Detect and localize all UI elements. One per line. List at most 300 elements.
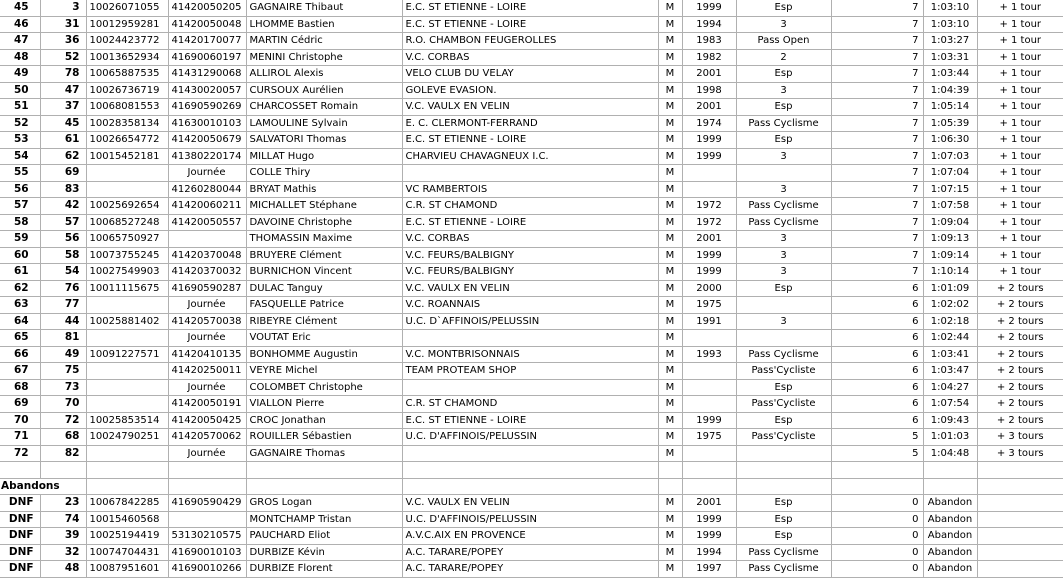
laps-cell: 5: [831, 429, 923, 446]
category-cell: 3: [736, 313, 831, 330]
uci-code-cell: 41260280044: [168, 181, 246, 198]
table-row: [0, 82, 1063, 99]
gap-cell: + 1 tour: [977, 33, 1063, 50]
rank-cell: 55: [0, 165, 40, 182]
laps-cell: 0: [831, 528, 923, 545]
sex-cell: M: [658, 544, 682, 561]
uci-code-cell: 41420370032: [168, 264, 246, 281]
category-cell: Esp: [736, 495, 831, 512]
empty-cell: [682, 462, 736, 479]
club-name-cell: [402, 330, 658, 347]
bib-number-cell: 44: [40, 313, 86, 330]
sex-cell: M: [658, 198, 682, 215]
birth-year-cell: [682, 396, 736, 413]
bib-number-cell: 69: [40, 165, 86, 182]
licence-number-cell: [86, 165, 168, 182]
laps-cell: 0: [831, 495, 923, 512]
birth-year-cell: 1972: [682, 214, 736, 231]
rider-name-cell: LAMOULINE Sylvain: [246, 115, 402, 132]
laps-cell: 7: [831, 214, 923, 231]
club-name-cell: TEAM PROTEAM SHOP: [402, 363, 658, 380]
uci-code-cell: 41420050205: [168, 0, 246, 16]
bib-number-cell: 78: [40, 66, 86, 83]
category-cell: 3: [736, 264, 831, 281]
licence-number-cell: 10025881402: [86, 313, 168, 330]
table-row: [0, 429, 1063, 446]
club-name-cell: V.C. FEURS/BALBIGNY: [402, 247, 658, 264]
birth-year-cell: 1975: [682, 429, 736, 446]
table-row: [0, 445, 1063, 462]
licence-number-cell: 10025692654: [86, 198, 168, 215]
gap-cell: [977, 544, 1063, 561]
laps-cell: 7: [831, 82, 923, 99]
time-cell: 1:09:13: [923, 231, 977, 248]
rider-name-cell: VEYRE Michel: [246, 363, 402, 380]
uci-code-cell: 41420050679: [168, 132, 246, 149]
laps-cell: 7: [831, 264, 923, 281]
dnf-row: [0, 544, 1063, 561]
category-cell: Esp: [736, 0, 831, 16]
laps-cell: 6: [831, 313, 923, 330]
table-row: [0, 214, 1063, 231]
birth-year-cell: 2001: [682, 66, 736, 83]
gap-cell: + 1 tour: [977, 264, 1063, 281]
category-cell: Esp: [736, 379, 831, 396]
laps-cell: 7: [831, 181, 923, 198]
rider-name-cell: MARTIN Cédric: [246, 33, 402, 50]
rank-cell: 53: [0, 132, 40, 149]
sex-cell: M: [658, 495, 682, 512]
category-cell: Pass Cyclisme: [736, 198, 831, 215]
category-cell: Pass Cyclisme: [736, 346, 831, 363]
rider-name-cell: GROS Logan: [246, 495, 402, 512]
birth-year-cell: 1999: [682, 247, 736, 264]
licence-number-cell: 10073755245: [86, 247, 168, 264]
rider-name-cell: ROUILLER Sébastien: [246, 429, 402, 446]
uci-code-cell: 41420570062: [168, 429, 246, 446]
uci-code-cell: 41420060211: [168, 198, 246, 215]
time-cell: 1:07:58: [923, 198, 977, 215]
rider-name-cell: CHARCOSSET Romain: [246, 99, 402, 116]
sex-cell: M: [658, 99, 682, 116]
club-name-cell: V.C. VAULX EN VELIN: [402, 495, 658, 512]
uci-code-cell: 41690590287: [168, 280, 246, 297]
licence-number-cell: 10074704431: [86, 544, 168, 561]
rank-cell: 63: [0, 297, 40, 314]
table-row: [0, 231, 1063, 248]
sex-cell: M: [658, 148, 682, 165]
bib-number-cell: 52: [40, 49, 86, 66]
time-cell: 1:05:39: [923, 115, 977, 132]
spacer-row: [0, 462, 1063, 479]
laps-cell: 5: [831, 445, 923, 462]
time-cell: 1:03:31: [923, 49, 977, 66]
uci-code-cell: Journée: [168, 445, 246, 462]
category-cell: Pass Open: [736, 33, 831, 50]
rider-name-cell: DAVOINE Christophe: [246, 214, 402, 231]
licence-number-cell: 10067842285: [86, 495, 168, 512]
gap-cell: [977, 561, 1063, 578]
licence-number-cell: 10013652934: [86, 49, 168, 66]
time-cell: 1:07:54: [923, 396, 977, 413]
gap-cell: [977, 528, 1063, 545]
laps-cell: 6: [831, 330, 923, 347]
birth-year-cell: 1993: [682, 346, 736, 363]
table-row: [0, 49, 1063, 66]
time-cell: 1:04:48: [923, 445, 977, 462]
birth-year-cell: 1999: [682, 528, 736, 545]
bib-number-cell: 47: [40, 82, 86, 99]
category-cell: [736, 445, 831, 462]
laps-cell: 6: [831, 379, 923, 396]
sex-cell: M: [658, 396, 682, 413]
bib-number-cell: 42: [40, 198, 86, 215]
gap-cell: + 1 tour: [977, 165, 1063, 182]
club-name-cell: V.C. ROANNAIS: [402, 297, 658, 314]
dnf-row: [0, 561, 1063, 578]
rank-cell: DNF: [0, 561, 40, 578]
uci-code-cell: 41690010103: [168, 544, 246, 561]
birth-year-cell: 1983: [682, 33, 736, 50]
licence-number-cell: [86, 445, 168, 462]
gap-cell: + 1 tour: [977, 82, 1063, 99]
time-cell: 1:10:14: [923, 264, 977, 281]
licence-number-cell: 10065887535: [86, 66, 168, 83]
time-cell: 1:04:39: [923, 82, 977, 99]
uci-code-cell: Journée: [168, 330, 246, 347]
birth-year-cell: 1999: [682, 0, 736, 16]
bib-number-cell: 49: [40, 346, 86, 363]
sex-cell: M: [658, 165, 682, 182]
laps-cell: 6: [831, 297, 923, 314]
empty-cell: [658, 462, 682, 479]
birth-year-cell: 1997: [682, 561, 736, 578]
licence-number-cell: 10091227571: [86, 346, 168, 363]
birth-year-cell: [682, 181, 736, 198]
empty-cell: [736, 478, 831, 495]
sex-cell: M: [658, 66, 682, 83]
bib-number-cell: 32: [40, 544, 86, 561]
birth-year-cell: 1974: [682, 115, 736, 132]
table-row: [0, 198, 1063, 215]
rank-cell: 68: [0, 379, 40, 396]
licence-number-cell: [86, 297, 168, 314]
uci-code-cell: 41690590269: [168, 99, 246, 116]
laps-cell: 6: [831, 363, 923, 380]
rank-cell: 56: [0, 181, 40, 198]
rider-name-cell: CURSOUX Aurélien: [246, 82, 402, 99]
gap-cell: + 2 tours: [977, 396, 1063, 413]
club-name-cell: E. C. CLERMONT-FERRAND: [402, 115, 658, 132]
sex-cell: M: [658, 0, 682, 16]
bib-number-cell: 62: [40, 148, 86, 165]
uci-code-cell: [168, 511, 246, 528]
table-row: [0, 16, 1063, 33]
sex-cell: M: [658, 132, 682, 149]
uci-code-cell: 41431290068: [168, 66, 246, 83]
bib-number-cell: 73: [40, 379, 86, 396]
gap-cell: + 1 tour: [977, 115, 1063, 132]
gap-cell: [977, 495, 1063, 512]
time-cell: 1:03:47: [923, 363, 977, 380]
time-cell: 1:03:44: [923, 66, 977, 83]
licence-number-cell: [86, 363, 168, 380]
rider-name-cell: MICHALLET Stéphane: [246, 198, 402, 215]
club-name-cell: A.V.C.AIX EN PROVENCE: [402, 528, 658, 545]
club-name-cell: V.C. CORBAS: [402, 231, 658, 248]
rank-cell: 50: [0, 82, 40, 99]
category-cell: Pass'Cycliste: [736, 396, 831, 413]
rider-name-cell: ALLIROL Alexis: [246, 66, 402, 83]
empty-cell: [977, 478, 1063, 495]
sex-cell: M: [658, 247, 682, 264]
bib-number-cell: 36: [40, 33, 86, 50]
rider-name-cell: MENINI Christophe: [246, 49, 402, 66]
gap-cell: + 3 tours: [977, 445, 1063, 462]
category-cell: 3: [736, 247, 831, 264]
licence-number-cell: 10011115675: [86, 280, 168, 297]
birth-year-cell: 2001: [682, 495, 736, 512]
rank-cell: 64: [0, 313, 40, 330]
sex-cell: M: [658, 214, 682, 231]
rank-cell: 66: [0, 346, 40, 363]
gap-cell: + 2 tours: [977, 313, 1063, 330]
rank-cell: 47: [0, 33, 40, 50]
empty-cell: [977, 462, 1063, 479]
laps-cell: 7: [831, 148, 923, 165]
table-row: [0, 412, 1063, 429]
bib-number-cell: 54: [40, 264, 86, 281]
licence-number-cell: 10068527248: [86, 214, 168, 231]
bib-number-cell: 77: [40, 297, 86, 314]
rank-cell: DNF: [0, 495, 40, 512]
birth-year-cell: 1975: [682, 297, 736, 314]
bib-number-cell: 81: [40, 330, 86, 347]
rank-cell: 62: [0, 280, 40, 297]
time-cell: Abandon: [923, 561, 977, 578]
empty-cell: [246, 478, 402, 495]
uci-code-cell: 41420050557: [168, 214, 246, 231]
time-cell: 1:01:03: [923, 429, 977, 446]
club-name-cell: CHARVIEU CHAVAGNEUX I.C.: [402, 148, 658, 165]
category-cell: 3: [736, 82, 831, 99]
bib-number-cell: 75: [40, 363, 86, 380]
licence-number-cell: 10012959281: [86, 16, 168, 33]
uci-code-cell: 41420170077: [168, 33, 246, 50]
sex-cell: M: [658, 379, 682, 396]
sex-cell: M: [658, 181, 682, 198]
rider-name-cell: VIALLON Pierre: [246, 396, 402, 413]
gap-cell: + 2 tours: [977, 379, 1063, 396]
club-name-cell: E.C. ST ETIENNE - LOIRE: [402, 16, 658, 33]
bib-number-cell: 3: [40, 0, 86, 16]
time-cell: 1:09:43: [923, 412, 977, 429]
time-cell: 1:06:30: [923, 132, 977, 149]
birth-year-cell: 1999: [682, 412, 736, 429]
time-cell: 1:09:14: [923, 247, 977, 264]
category-cell: [736, 165, 831, 182]
rider-name-cell: SALVATORI Thomas: [246, 132, 402, 149]
laps-cell: 7: [831, 231, 923, 248]
licence-number-cell: 10087951601: [86, 561, 168, 578]
rank-cell: 48: [0, 49, 40, 66]
gap-cell: + 2 tours: [977, 280, 1063, 297]
category-cell: Pass Cyclisme: [736, 561, 831, 578]
category-cell: Esp: [736, 280, 831, 297]
bib-number-cell: 23: [40, 495, 86, 512]
licence-number-cell: 10015460568: [86, 511, 168, 528]
rider-name-cell: CROC Jonathan: [246, 412, 402, 429]
bib-number-cell: 82: [40, 445, 86, 462]
category-cell: 3: [736, 16, 831, 33]
rank-cell: 70: [0, 412, 40, 429]
time-cell: 1:02:44: [923, 330, 977, 347]
rider-name-cell: COLLE Thiry: [246, 165, 402, 182]
category-cell: [736, 330, 831, 347]
uci-code-cell: 41690010266: [168, 561, 246, 578]
club-name-cell: C.R. ST CHAMOND: [402, 198, 658, 215]
sex-cell: M: [658, 82, 682, 99]
bib-number-cell: 72: [40, 412, 86, 429]
birth-year-cell: 1999: [682, 132, 736, 149]
time-cell: 1:03:41: [923, 346, 977, 363]
sex-cell: M: [658, 412, 682, 429]
rider-name-cell: RIBEYRE Clément: [246, 313, 402, 330]
time-cell: 1:02:18: [923, 313, 977, 330]
empty-cell: [86, 462, 168, 479]
rider-name-cell: COLOMBET Christophe: [246, 379, 402, 396]
rider-name-cell: PAUCHARD Eliot: [246, 528, 402, 545]
table-row: [0, 115, 1063, 132]
laps-cell: 6: [831, 280, 923, 297]
empty-cell: [40, 462, 86, 479]
birth-year-cell: 1999: [682, 264, 736, 281]
rider-name-cell: BRYAT Mathis: [246, 181, 402, 198]
rider-name-cell: GAGNAIRE Thomas: [246, 445, 402, 462]
bib-number-cell: 70: [40, 396, 86, 413]
bib-number-cell: 31: [40, 16, 86, 33]
time-cell: 1:04:27: [923, 379, 977, 396]
birth-year-cell: [682, 330, 736, 347]
rider-name-cell: DURBIZE Kévin: [246, 544, 402, 561]
licence-number-cell: 10028358134: [86, 115, 168, 132]
bib-number-cell: 39: [40, 528, 86, 545]
empty-cell: [831, 462, 923, 479]
sex-cell: M: [658, 313, 682, 330]
club-name-cell: C.R. ST CHAMOND: [402, 396, 658, 413]
laps-cell: 7: [831, 49, 923, 66]
time-cell: 1:07:04: [923, 165, 977, 182]
rank-cell: 71: [0, 429, 40, 446]
licence-number-cell: [86, 379, 168, 396]
laps-cell: 7: [831, 247, 923, 264]
empty-cell: [923, 478, 977, 495]
licence-number-cell: 10024423772: [86, 33, 168, 50]
gap-cell: + 1 tour: [977, 49, 1063, 66]
gap-cell: + 2 tours: [977, 363, 1063, 380]
laps-cell: 0: [831, 511, 923, 528]
sex-cell: M: [658, 16, 682, 33]
empty-cell: [682, 478, 736, 495]
uci-code-cell: Journée: [168, 297, 246, 314]
laps-cell: 7: [831, 165, 923, 182]
gap-cell: + 1 tour: [977, 214, 1063, 231]
birth-year-cell: 1991: [682, 313, 736, 330]
empty-cell: [736, 462, 831, 479]
uci-code-cell: 41690590429: [168, 495, 246, 512]
rank-cell: 57: [0, 198, 40, 215]
rank-cell: 54: [0, 148, 40, 165]
category-cell: 2: [736, 49, 831, 66]
sex-cell: M: [658, 330, 682, 347]
category-cell: Pass'Cycliste: [736, 429, 831, 446]
empty-cell: [831, 478, 923, 495]
gap-cell: + 1 tour: [977, 66, 1063, 83]
laps-cell: 7: [831, 0, 923, 16]
rider-name-cell: THOMASSIN Maxime: [246, 231, 402, 248]
club-name-cell: V.C. FEURS/BALBIGNY: [402, 264, 658, 281]
licence-number-cell: 10065750927: [86, 231, 168, 248]
club-name-cell: V.C. MONTBRISONNAIS: [402, 346, 658, 363]
club-name-cell: [402, 165, 658, 182]
sex-cell: M: [658, 346, 682, 363]
table-row: [0, 313, 1063, 330]
rank-cell: 65: [0, 330, 40, 347]
uci-code-cell: 41420050048: [168, 16, 246, 33]
club-name-cell: V.C. VAULX EN VELIN: [402, 280, 658, 297]
sex-cell: M: [658, 429, 682, 446]
club-name-cell: V.C. CORBAS: [402, 49, 658, 66]
club-name-cell: U.C. D'AFFINOIS/PELUSSIN: [402, 429, 658, 446]
sex-cell: M: [658, 280, 682, 297]
rank-cell: DNF: [0, 528, 40, 545]
section-header-row: [0, 478, 1063, 495]
time-cell: Abandon: [923, 544, 977, 561]
gap-cell: [977, 511, 1063, 528]
table-row: [0, 396, 1063, 413]
gap-cell: + 1 tour: [977, 99, 1063, 116]
birth-year-cell: 1972: [682, 198, 736, 215]
gap-cell: + 1 tour: [977, 181, 1063, 198]
uci-code-cell: Journée: [168, 165, 246, 182]
sex-cell: M: [658, 511, 682, 528]
gap-cell: + 1 tour: [977, 148, 1063, 165]
sex-cell: M: [658, 49, 682, 66]
rider-name-cell: BRUYERE Clément: [246, 247, 402, 264]
laps-cell: 7: [831, 99, 923, 116]
laps-cell: 7: [831, 33, 923, 50]
time-cell: Abandon: [923, 511, 977, 528]
club-name-cell: A.C. TARARE/POPEY: [402, 561, 658, 578]
category-cell: Pass Cyclisme: [736, 544, 831, 561]
table-row: [0, 132, 1063, 149]
bib-number-cell: 58: [40, 247, 86, 264]
club-name-cell: E.C. ST ETIENNE - LOIRE: [402, 132, 658, 149]
category-cell: Pass Cyclisme: [736, 115, 831, 132]
birth-year-cell: 1994: [682, 16, 736, 33]
table-row: [0, 99, 1063, 116]
gap-cell: + 1 tour: [977, 132, 1063, 149]
empty-cell: [86, 478, 168, 495]
club-name-cell: [402, 379, 658, 396]
table-row: [0, 264, 1063, 281]
time-cell: Abandon: [923, 528, 977, 545]
licence-number-cell: 10026071055: [86, 0, 168, 16]
uci-code-cell: 41690060197: [168, 49, 246, 66]
time-cell: 1:09:04: [923, 214, 977, 231]
rank-cell: DNF: [0, 544, 40, 561]
time-cell: Abandon: [923, 495, 977, 512]
